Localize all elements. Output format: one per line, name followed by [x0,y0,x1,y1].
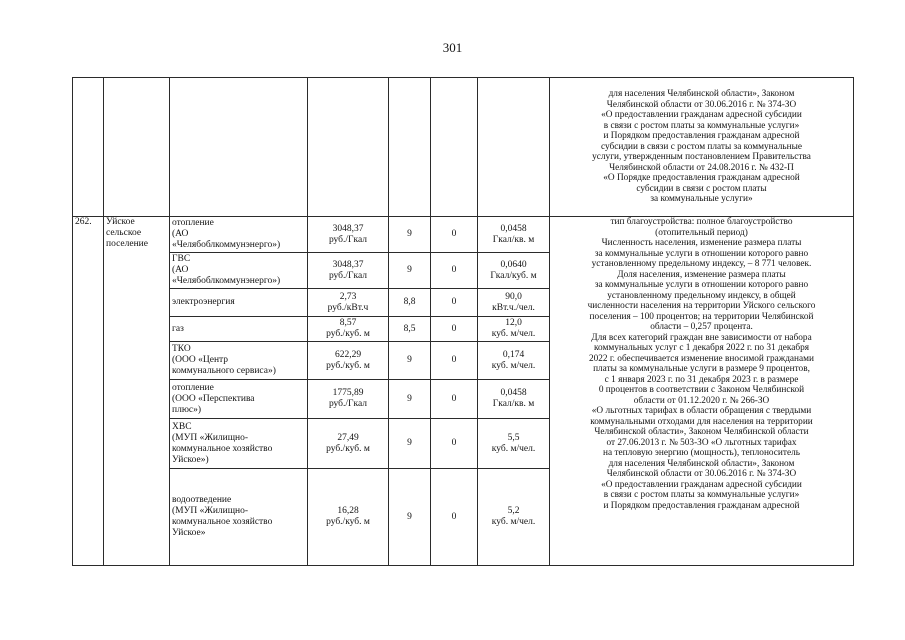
continuation-row [73,78,854,217]
empty-cell [73,78,104,217]
service-row [73,217,854,253]
continuation-text: для населения Челябинской области», Законом Челябинской области от 30.06.2016 г. № 374-ЗО «О предоставлении гражданам адресной субсидии в связи с ростом платы за коммунальные услуги» и Порядком предоставления гражданам адресной субсидии в связи с ростом платы за коммунальные услуги, утвержденным постановлением Правительства Челябинской области от 24.08.2016 г. № 432-П «О Порядке предоставления гражданам адресной субсидии в связи с ростом платы за коммунальные услуги» [550,78,854,217]
service-index: 9 [389,380,431,419]
service-name: электроэнергия [170,289,308,317]
tariff-table [72,77,854,566]
service-volume: 12,0 куб. м/чел. [478,317,550,342]
service-name: водоотведение (МУП «Жилищно- коммунальное хозяйство Уйское» [170,469,308,566]
service-index: 9 [389,342,431,380]
service-volume: 5,5 куб. м/чел. [478,419,550,469]
service-name: газ [170,317,308,342]
empty-cell [478,78,550,217]
municipality-name: Уйское сельское поселение [104,217,170,566]
service-zero: 0 [431,342,478,380]
empty-cell [431,78,478,217]
empty-cell [170,78,308,217]
service-tariff: 1775,89 руб./Гкал [308,380,389,419]
service-volume: 0,0458 Гкал/кв. м [478,380,550,419]
info-text: тип благоустройства: полное благоустройство (отопительный период) Численность населения, изменение размера платы за коммунальные услуги в отношении которого равно установленному предельному индексу, – 8 771 человек. Доля населения, изменение размера платы за коммунальные услуги в отношении которого равно установленному предельному индексу, в общей численности населения на территории Уйского сельского поселения – 100 процентов; на территории Челябинской области – 0,257 процента. Для всех категорий граждан вне зависимости от набора коммунальных услуг с 1 декабря 2022 г. по 31 декабря 2022 г. обеспечивается изменение вносимой гражданами платы за коммунальные услуги в размере 9 процентов, с 1 января 2023 г. по 31 декабря 2023 г. в размере 0 процентов в соответствии с Законом Челябинской области от 01.12.2020 г. № 266-ЗО «О льготных тарифах в области обращения с твердыми коммунальными отходами для населения на территории Челябинской области», Законом Челябинской области от 27.06.2013 г. № 503-ЗО «О льготных тарифах на тепловую энергию (мощность), теплоноситель для населения Челябинской области», Законом Челябинской области от 30.06.2016 г. № 374-ЗО «О предоставлении гражданам адресной субсидии в связи с ростом платы за коммунальные услуги» и Порядком предоставления гражданам адресной [550,217,854,566]
service-index: 9 [389,469,431,566]
service-zero: 0 [431,217,478,253]
service-name: отопление (ООО «Перспектива плюс») [170,380,308,419]
page-number: 301 [442,40,463,55]
service-tariff: 16,28 руб./куб. м [308,469,389,566]
service-volume: 0,0458 Гкал/кв. м [478,217,550,253]
service-index: 8,8 [389,289,431,317]
service-index: 9 [389,217,431,253]
empty-cell [308,78,389,217]
service-zero: 0 [431,419,478,469]
service-zero: 0 [431,253,478,289]
entry-number: 262. [73,217,104,566]
service-name: ХВС (МУП «Жилищно- коммунальное хозяйство Уйское») [170,419,308,469]
service-name: отопление (АО «Челябоблкоммунэнерго») [170,217,308,253]
service-index: 8,5 [389,317,431,342]
service-tariff: 8,57 руб./куб. м [308,317,389,342]
service-zero: 0 [431,317,478,342]
service-volume: 0,0640 Гкал/куб. м [478,253,550,289]
service-zero: 0 [431,380,478,419]
service-tariff: 27,49 руб./куб. м [308,419,389,469]
service-index: 9 [389,419,431,469]
service-name: ТКО (ООО «Центр коммунального сервиса») [170,342,308,380]
service-tariff: 3048,37 руб./Гкал [308,253,389,289]
service-volume: 90,0 кВт.ч./чел. [478,289,550,317]
service-tariff: 3048,37 руб./Гкал [308,217,389,253]
service-index: 9 [389,253,431,289]
service-tariff: 622,29 руб./куб. м [308,342,389,380]
service-volume: 0,174 куб. м/чел. [478,342,550,380]
empty-cell [389,78,431,217]
service-volume: 5,2 куб. м/чел. [478,469,550,566]
service-name: ГВС (АО «Челябоблкоммунэнерго») [170,253,308,289]
service-tariff: 2,73 руб./кВт.ч [308,289,389,317]
empty-cell [104,78,170,217]
service-zero: 0 [431,289,478,317]
service-zero: 0 [431,469,478,566]
